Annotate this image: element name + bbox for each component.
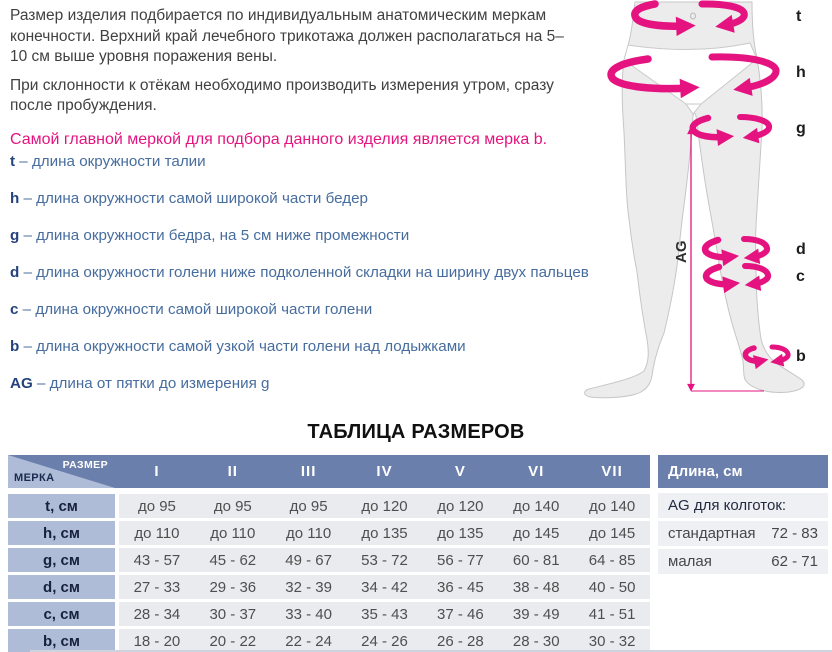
figure-label-b: b (796, 348, 806, 365)
measurement-definitions (10, 153, 650, 412)
length-row (658, 549, 828, 574)
size-table-row (8, 494, 650, 518)
measurement-description: – длина окружности голени ниже подколенной складки на ширину двух пальцев (19, 264, 589, 281)
size-cell: до 110 (210, 524, 256, 542)
ag-line-label: AG (673, 240, 690, 263)
measurement-description: – длина от пятки до измерения g (32, 375, 270, 392)
size-column-header: I (154, 463, 160, 480)
size-cell: 56 - 77 (437, 551, 484, 569)
measurement-key: d (10, 264, 20, 281)
figure-label-c: c (796, 268, 805, 285)
measurement-def-b (10, 338, 650, 375)
row-label: g, см (8, 548, 115, 572)
size-cell: 35 - 43 (361, 605, 408, 623)
length-row (658, 521, 828, 546)
size-cell: 39 - 49 (512, 605, 560, 623)
length-panel-rows (658, 521, 828, 574)
row-label: h, см (8, 521, 115, 545)
size-cell: до 95 (289, 497, 328, 515)
size-cell: до 110 (134, 524, 180, 542)
size-cell: 18 - 20 (133, 632, 181, 650)
size-cell: 33 - 40 (285, 605, 332, 623)
row-values (119, 629, 650, 652)
size-column-header: IV (376, 463, 393, 480)
measurement-def-g (10, 227, 650, 264)
size-cell: до 110 (286, 524, 332, 542)
row-values (119, 521, 650, 545)
intro-paragraph-1: Размер изделия подбирается по индивидуальным анатомическим меркам конечности. Верхний край лечебного трикотажа должен располагаться на 5–10 см выше уровня поражения вены. (10, 7, 564, 65)
size-cell: до 135 (361, 524, 408, 542)
size-table-row (8, 575, 650, 599)
size-cell: 45 - 62 (209, 551, 257, 569)
measurement-key: b (10, 338, 20, 355)
size-cell: 60 - 81 (512, 551, 560, 569)
size-cell: 29 - 36 (209, 578, 257, 596)
size-cell: 30 - 37 (209, 605, 257, 623)
length-panel-header: Длина, см (658, 455, 828, 488)
row-label: t, см (8, 494, 115, 518)
intro-paragraph-2: При склонности к отёкам необходимо производить измерения утром, сразу после пробуждения. (10, 76, 554, 114)
size-column-header: II (227, 463, 238, 480)
row-label: c, см (8, 602, 115, 626)
size-table (8, 455, 650, 652)
size-cell: до 120 (437, 497, 484, 515)
size-cell: 28 - 30 (512, 632, 560, 650)
size-cell: 28 - 34 (133, 605, 181, 623)
size-cell: 34 - 42 (361, 578, 408, 596)
size-cell: 20 - 22 (209, 632, 257, 650)
size-column-header: III (300, 463, 317, 480)
measurement-key: g (10, 227, 20, 244)
size-table-row (8, 548, 650, 572)
measurement-description: – длина окружности самой широкой части бедер (19, 190, 368, 207)
size-cell: 41 - 51 (588, 605, 636, 623)
corner-cell (8, 455, 115, 488)
size-cell: 37 - 46 (437, 605, 484, 623)
corner-size-label: РАЗМЕР (62, 459, 108, 471)
size-cell: до 95 (137, 497, 176, 515)
row-values (119, 602, 650, 626)
size-cell: 64 - 85 (588, 551, 636, 569)
size-cell: 32 - 39 (285, 578, 332, 596)
size-cell: 27 - 33 (133, 578, 181, 596)
size-table-row (8, 629, 650, 652)
body-measurement-diagram (560, 0, 832, 410)
figure-label-t: t (796, 8, 802, 25)
size-cell: до 135 (437, 524, 484, 542)
length-value: 72 - 83 (771, 525, 818, 542)
figure-label-h: h (796, 64, 806, 81)
measurement-def-h (10, 190, 650, 227)
size-cell: до 145 (588, 524, 636, 542)
measurement-key: c (10, 301, 19, 318)
size-cell: до 145 (513, 524, 560, 542)
measurement-def-t (10, 153, 650, 190)
measurement-description: – длина окружности бедра, на 5 см ниже промежности (19, 227, 410, 244)
key-measure-note: Самой главной меркой для подбора данного изделия является мерка b. (10, 130, 548, 148)
row-label: b, см (8, 629, 115, 652)
size-table-row (8, 602, 650, 626)
length-value: 62 - 71 (771, 553, 818, 570)
size-cell: 36 - 45 (437, 578, 484, 596)
measurement-key: AG (10, 375, 33, 392)
size-table-header (8, 455, 650, 488)
row-label: d, см (8, 575, 115, 599)
measurement-description: – длина окружности талии (15, 153, 206, 170)
row-values (119, 494, 650, 518)
measurement-def-d (10, 264, 650, 301)
intro-section (10, 6, 568, 150)
size-table-body (8, 494, 650, 652)
size-cell: 24 - 26 (361, 632, 408, 650)
measurement-key: h (10, 190, 20, 207)
size-table-header-band (119, 455, 650, 488)
figure-label-d: d (796, 241, 806, 258)
measurement-description: – длина окружности самой широкой части голени (18, 301, 373, 318)
size-cell: 43 - 57 (133, 551, 181, 569)
size-cell: 30 - 32 (588, 632, 636, 650)
row-values (119, 575, 650, 599)
length-panel-subtitle: AG для колготок: (658, 493, 828, 518)
size-cell: до 140 (513, 497, 560, 515)
corner-measure-label: МЕРКА (14, 472, 55, 484)
size-cell: до 120 (361, 497, 408, 515)
size-cell: 49 - 67 (285, 551, 332, 569)
size-column-header: VII (601, 463, 623, 480)
size-cell: 26 - 28 (437, 632, 484, 650)
size-cell: 53 - 72 (361, 551, 408, 569)
measurement-key: t (10, 153, 16, 170)
size-cell: до 95 (213, 497, 252, 515)
size-cell: до 140 (588, 497, 636, 515)
size-column-header: VI (528, 463, 545, 480)
figure-label-g: g (796, 120, 806, 137)
size-table-row (8, 521, 650, 545)
size-cell: 22 - 24 (285, 632, 332, 650)
measurement-description: – длина окружности самой узкой части голени над лодыжками (19, 338, 466, 355)
size-cell: 40 - 50 (588, 578, 636, 596)
length-panel (658, 455, 828, 574)
measurement-def-c (10, 301, 650, 338)
size-table-title: ТАБЛИЦА РАЗМЕРОВ (307, 421, 525, 443)
length-label: малая (668, 553, 712, 570)
measurement-def-AG (10, 375, 650, 412)
length-label: стандартная (668, 525, 756, 542)
size-column-header: V (454, 463, 466, 480)
legs-diagram-svg (560, 0, 832, 410)
size-cell: 38 - 48 (512, 578, 560, 596)
row-values (119, 548, 650, 572)
